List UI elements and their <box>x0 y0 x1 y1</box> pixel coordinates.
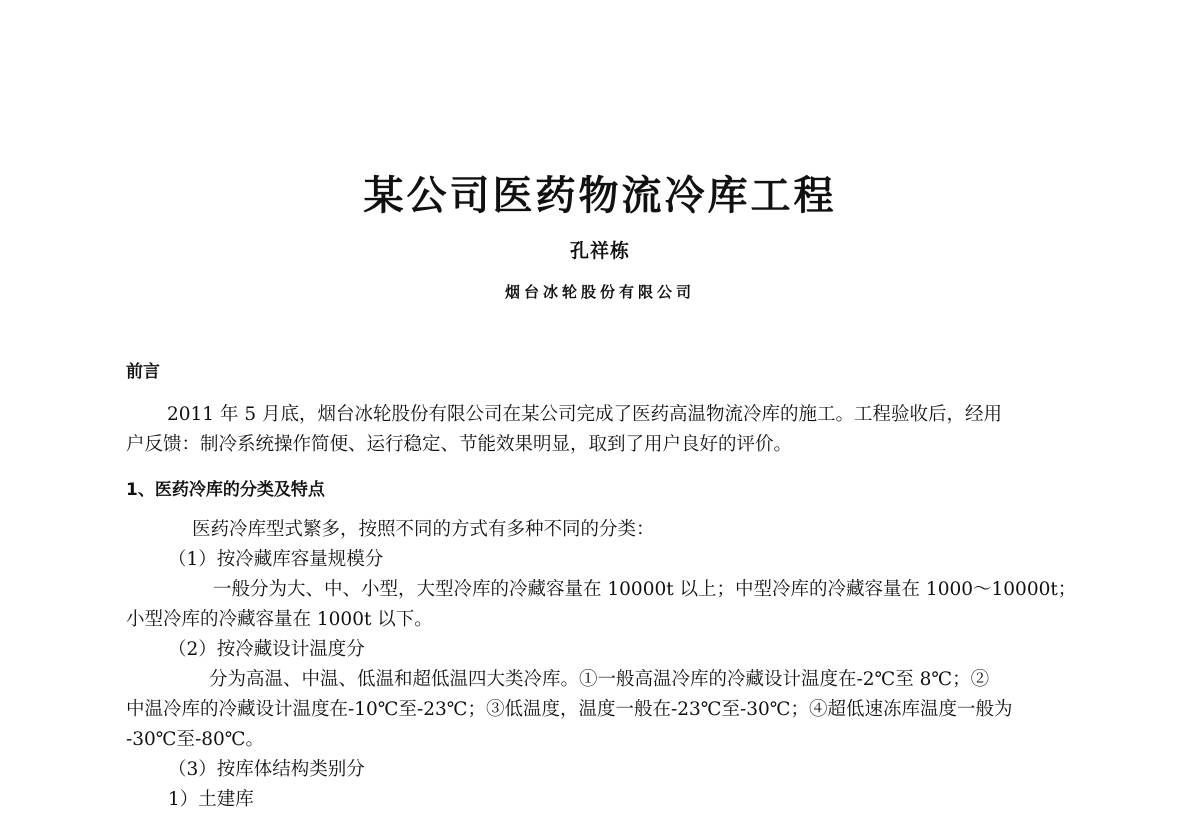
preface-heading: 前言 <box>126 362 160 382</box>
item-2-line-1: 分为高温、中温、低温和超低温四大类冷库。①一般高温冷库的冷藏设计温度在-2℃至 8℃；② <box>209 669 990 690</box>
author-affiliation: 烟台冰轮股份有限公司 <box>504 283 695 301</box>
document-title: 某公司医药物流冷库工程 <box>363 173 837 219</box>
section-1-body <box>126 515 1106 815</box>
author-name: 孔祥栋 <box>569 240 630 262</box>
item-2-line-3: -30℃至-80℃。 <box>126 729 264 750</box>
item-1-line-1: 一般分为大、中、小型，大型冷库的冷藏容量在 10000t 以上；中型冷库的冷藏容量在 1000～10000t； <box>213 579 1077 600</box>
item-1-title: （1）按冷藏库容量规模分 <box>168 549 384 570</box>
section-1-heading: 1、医药冷库的分类及特点 <box>126 480 325 500</box>
item-1-line-2: 小型冷库的冷藏容量在 1000t 以下。 <box>126 609 433 630</box>
preface-paragraph <box>126 400 1106 460</box>
section-1-intro: 医药冷库型式繁多，按照不同的方式有多种不同的分类： <box>192 519 655 540</box>
item-2-line-2: 中温冷库的冷藏设计温度在-10℃至-23℃；③低温度，温度一般在-23℃至-30℃；④超低速冻库温度一般为 <box>126 699 1013 720</box>
item-3-sub-1: 1）土建库 <box>168 789 254 810</box>
preface-line-1: 2011 年 5 月底，烟台冰轮股份有限公司在某公司完成了医药高温物流冷库的施工。工程验收后，经用 <box>167 404 1002 425</box>
item-3-title: （3）按库体结构类别分 <box>168 759 365 780</box>
item-2-title: （2）按冷藏设计温度分 <box>168 639 365 660</box>
preface-line-2: 户反馈：制冷系统操作简便、运行稳定、节能效果明显，取到了用户良好的评价。 <box>126 434 793 455</box>
